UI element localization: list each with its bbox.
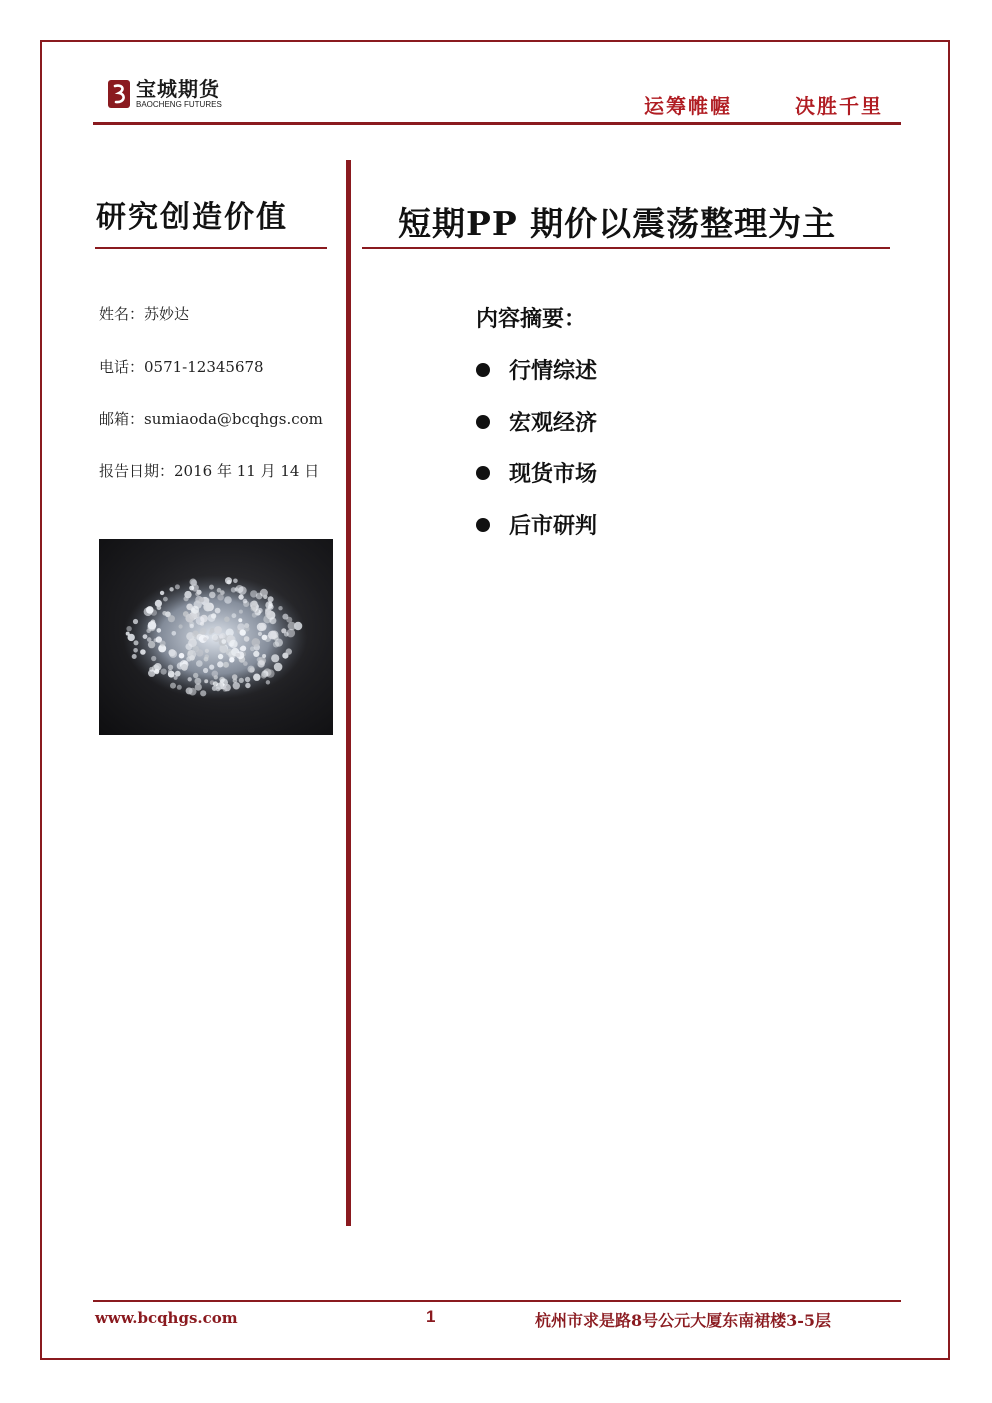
pellet-dot xyxy=(215,608,221,614)
footer-website-link[interactable]: www.bcqhgs.com xyxy=(95,1309,238,1327)
pellet-dot xyxy=(161,669,167,675)
pellet-dot xyxy=(151,656,156,661)
pellet-dot xyxy=(229,657,234,662)
pellet-dot xyxy=(259,623,267,631)
pellet-dot xyxy=(262,635,268,641)
summary-item-label: 现货市场 xyxy=(509,461,598,487)
pellet-dot xyxy=(252,638,261,647)
pellet-dot xyxy=(204,679,208,683)
pellet-dot xyxy=(221,639,226,644)
pellet-dot xyxy=(245,677,250,682)
pellet-dot xyxy=(148,621,157,630)
pellet-dot xyxy=(179,624,183,628)
pellet-dot xyxy=(195,592,199,596)
pellet-dot xyxy=(223,662,229,668)
pellet-dot xyxy=(187,650,196,659)
pellet-dot xyxy=(250,590,257,597)
pellet-dot xyxy=(203,637,207,641)
pellet-dot xyxy=(190,624,194,628)
pellet-dot xyxy=(250,646,255,651)
pellet-dot xyxy=(238,618,242,622)
pellet-dot xyxy=(258,632,262,636)
pellet-dot xyxy=(209,631,213,635)
pellet-dot xyxy=(209,592,216,599)
bullet-dot-icon xyxy=(476,415,490,429)
pellet-dot xyxy=(217,661,223,667)
pellet-dot xyxy=(266,680,270,684)
pellet-dot xyxy=(203,668,208,673)
left-heading: 研究创造价值 xyxy=(96,200,288,235)
pellet-dot xyxy=(191,580,197,586)
pellet-dot xyxy=(208,614,216,622)
pellet-dot xyxy=(199,597,204,602)
pellet-dot xyxy=(278,606,282,610)
pellet-dot xyxy=(160,641,166,647)
pellet-dot xyxy=(220,633,226,639)
pellet-dot xyxy=(263,595,267,599)
pellet-dot xyxy=(244,636,250,642)
logo-mark-icon xyxy=(108,78,132,110)
pellet-dot xyxy=(240,629,246,635)
pellet-dot xyxy=(133,619,138,624)
left-heading-divider xyxy=(95,247,327,249)
summary-item-label: 行情综述 xyxy=(509,358,598,384)
pellet-dot xyxy=(243,599,248,604)
pellet-dot xyxy=(160,591,164,595)
summary-heading: 内容摘要： xyxy=(476,306,587,332)
pellet-dot xyxy=(214,675,218,679)
bullet-dot-icon xyxy=(476,363,490,377)
pellet-dot xyxy=(157,628,162,633)
pellet-dot xyxy=(233,579,238,584)
pellet-dot xyxy=(219,645,227,653)
pellet-dot xyxy=(132,654,137,659)
pellet-dot xyxy=(203,603,212,612)
pellet-dot xyxy=(239,678,244,683)
pellet-dot xyxy=(157,606,162,611)
pellet-dot xyxy=(189,586,194,591)
pellet-dot xyxy=(229,640,237,648)
pellet-dot xyxy=(168,615,175,622)
company-logo xyxy=(108,78,222,110)
pellet-dot xyxy=(217,594,224,601)
pellet-dot xyxy=(134,640,139,645)
pellet-dot xyxy=(175,584,180,589)
pellet-dot xyxy=(186,604,193,611)
pellets-illustration xyxy=(99,539,333,735)
pellet-dot xyxy=(209,665,214,670)
pellet-dot xyxy=(252,612,257,617)
footer-address: 杭州市求是路8号公元大厦东南裙楼3-5层 xyxy=(535,1311,832,1330)
pellet-dot xyxy=(245,683,250,688)
pellet-dot xyxy=(253,651,259,657)
pellet-dot xyxy=(274,663,283,672)
pellet-dot xyxy=(213,681,218,686)
logo-cn-text: 宝城期货 xyxy=(136,77,220,101)
footer-divider xyxy=(93,1300,901,1302)
pellet-dot xyxy=(188,677,192,681)
pellet-dot xyxy=(169,649,176,656)
pellet-dot xyxy=(143,634,148,639)
pellet-dot xyxy=(162,611,167,616)
summary-item xyxy=(476,509,597,540)
pellet-dot xyxy=(204,657,209,662)
pellet-dot xyxy=(154,669,159,674)
slogan-right: 决胜千里 xyxy=(795,94,883,118)
pellet-dot xyxy=(181,664,188,671)
summary-item-label: 宏观经济 xyxy=(509,410,598,436)
pp-pellets-photo xyxy=(99,539,333,735)
pellet-dot xyxy=(240,647,244,651)
pellet-dot xyxy=(146,606,154,614)
pellet-dot xyxy=(195,678,202,685)
pellet-dot xyxy=(184,591,191,598)
pellet-dot xyxy=(212,634,218,640)
pellet-dot xyxy=(205,649,209,653)
pellet-dot xyxy=(216,687,221,692)
pellet-dot xyxy=(236,653,241,658)
header-divider xyxy=(93,122,901,125)
pellet-dot xyxy=(220,590,225,595)
pellet-dot xyxy=(268,596,274,602)
pellet-dot xyxy=(224,684,231,691)
report-title: 短期PP 期价以震荡整理为主 xyxy=(398,204,837,243)
pellet-dot xyxy=(271,654,279,662)
pellet-dot xyxy=(169,587,173,591)
pellet-dot xyxy=(214,626,222,634)
pellet-dot xyxy=(177,685,182,690)
pellet-dot xyxy=(196,649,203,656)
pellet-dot xyxy=(168,665,173,670)
pellet-dot xyxy=(193,673,198,678)
pellet-dot xyxy=(282,614,288,620)
pellet-dot xyxy=(273,641,279,647)
pellet-dot xyxy=(269,617,276,624)
pellet-dot xyxy=(281,628,286,633)
pellet-dot xyxy=(224,617,230,623)
author-phone: 电话：0571-12345678 xyxy=(99,358,264,376)
pellet-dot xyxy=(172,631,177,636)
pellet-dot xyxy=(126,632,130,636)
pellet-dot xyxy=(200,628,207,635)
bullet-dot-icon xyxy=(476,466,490,480)
author-email: 邮箱：sumiaoda@bcqhgs.com xyxy=(99,410,323,428)
pellet-dot xyxy=(146,628,151,633)
pellet-dot xyxy=(179,653,185,659)
pellet-dot xyxy=(238,586,247,595)
pellet-dot xyxy=(262,654,266,658)
pellet-dot xyxy=(234,587,238,591)
report-date: 报告日期：2016 年 11 月 14 日 xyxy=(99,462,320,480)
page-number: 1 xyxy=(426,1307,436,1326)
pellet-dot xyxy=(148,641,155,648)
pellet-dot xyxy=(238,594,243,599)
slogan-left: 运筹帷幄 xyxy=(644,94,732,118)
pellet-dot xyxy=(209,585,214,590)
pellet-dot xyxy=(186,643,193,650)
summary-item-label: 后市研判 xyxy=(509,513,598,539)
pellet-dot xyxy=(287,629,296,638)
summary-item xyxy=(476,354,597,385)
pellet-dot xyxy=(253,674,260,681)
pellet-dot xyxy=(163,597,168,602)
pellet-dot xyxy=(265,610,273,618)
pellet-dot xyxy=(273,635,279,641)
column-divider xyxy=(346,160,351,1226)
pellet-dot xyxy=(257,660,264,667)
pellet-dot xyxy=(232,613,237,618)
pellet-dot xyxy=(224,596,232,604)
summary-item xyxy=(476,406,597,437)
pellet-dot xyxy=(126,626,131,631)
pellet-dot xyxy=(174,676,178,680)
pellet-dot xyxy=(239,610,243,614)
pellet-dot xyxy=(286,648,292,654)
summary-item xyxy=(476,457,597,488)
pellet-dot xyxy=(265,601,273,609)
author-name: 姓名：苏妙达 xyxy=(99,305,190,323)
pellet-dot xyxy=(218,654,223,659)
pellet-dot xyxy=(196,616,205,625)
pellet-dot xyxy=(140,649,146,655)
pellet-dot xyxy=(196,660,203,667)
pellet-dot xyxy=(200,690,206,696)
bullet-dot-icon xyxy=(476,518,490,532)
pellet-dot xyxy=(261,673,267,679)
pellet-dot xyxy=(227,580,231,584)
pellet-dot xyxy=(133,648,138,653)
pellet-dot xyxy=(250,606,256,612)
pellet-dot xyxy=(189,688,197,696)
title-divider xyxy=(362,247,890,249)
pellet-dot xyxy=(204,598,209,603)
pellet-dot xyxy=(249,667,254,672)
pellet-dot xyxy=(170,683,176,689)
pellet-dot xyxy=(233,682,240,689)
logo-en-text: BAOCHENG FUTURES xyxy=(136,100,222,109)
